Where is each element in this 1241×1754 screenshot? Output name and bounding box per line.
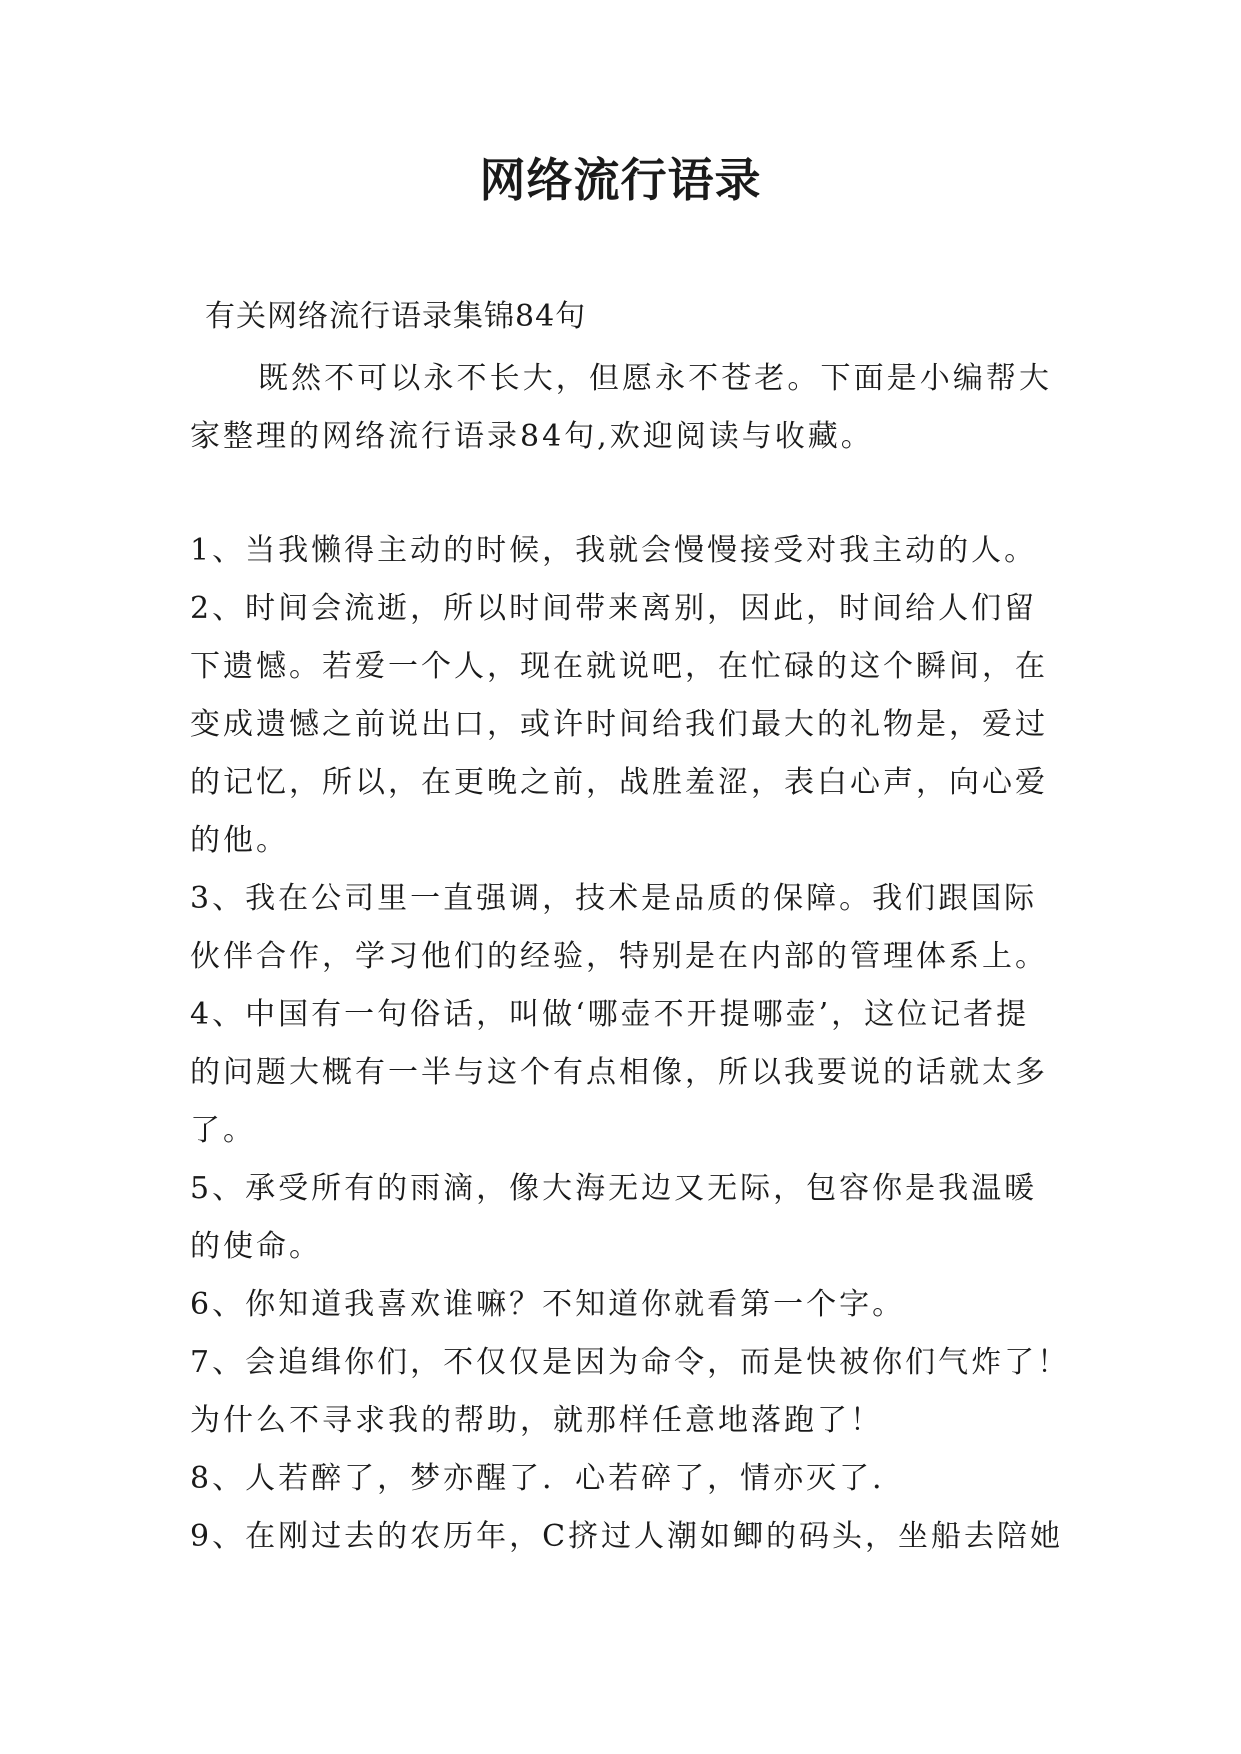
text-line: 5、承受所有的雨滴，像大海无边又无际，包容你是我温暖 bbox=[190, 1171, 1038, 1206]
text-line: 6、你知道我喜欢谁嘛？不知道你就看第一个字。 bbox=[190, 1287, 906, 1322]
text-line: 的他。 bbox=[190, 823, 289, 858]
text-line: 2、时间会流逝，所以时间带来离别，因此，时间给人们留 bbox=[190, 591, 1038, 626]
quote-list bbox=[190, 522, 1090, 1566]
text-line: 1、当我懒得主动的时候，我就会慢慢接受对我主动的人。 bbox=[190, 533, 1038, 568]
text-line: 的问题大概有一半与这个有点相像，所以我要说的话就太多 bbox=[190, 1055, 1048, 1090]
text-line: 的使命。 bbox=[190, 1229, 322, 1264]
intro-paragraph: 既然不可以永不长大，但愿永不苍老。下面是小编帮大家整理的网络流行语录84句,欢迎阅读与收藏。 bbox=[190, 361, 1052, 454]
text-line: 的记忆，所以，在更晚之前，战胜羞涩，表白心声，向心爱 bbox=[190, 765, 1048, 800]
text-line: 变成遗憾之前说出口，或许时间给我们最大的礼物是，爱过 bbox=[190, 707, 1048, 742]
text-line: 9、在刚过去的农历年，C挤过人潮如鲫的码头，坐船去陪她 bbox=[190, 1519, 1064, 1554]
text-line: 7、会追缉你们，不仅仅是因为命令，而是快被你们气炸了！ bbox=[190, 1345, 1071, 1380]
text-line: 了。 bbox=[190, 1113, 256, 1148]
text-line: 8、人若醉了，梦亦醒了．心若碎了，情亦灭了． bbox=[190, 1461, 906, 1496]
text-line: 为什么不寻求我的帮助，就那样任意地落跑了！ bbox=[190, 1403, 883, 1438]
text-line: 4、中国有一句俗话，叫做‘哪壶不开提哪壶’，这位记者提 bbox=[190, 997, 1030, 1032]
document-title: 网络流行语录 bbox=[479, 153, 762, 207]
text-line: 伙伴合作，学习他们的经验，特别是在内部的管理体系上。 bbox=[190, 939, 1048, 974]
text-line: 3、我在公司里一直强调，技术是品质的保障。我们跟国际 bbox=[190, 881, 1038, 916]
text-line: 下遗憾。若爱一个人，现在就说吧，在忙碌的这个瞬间，在 bbox=[190, 649, 1048, 684]
document-subtitle: 有关网络流行语录集锦84句 bbox=[205, 299, 587, 334]
